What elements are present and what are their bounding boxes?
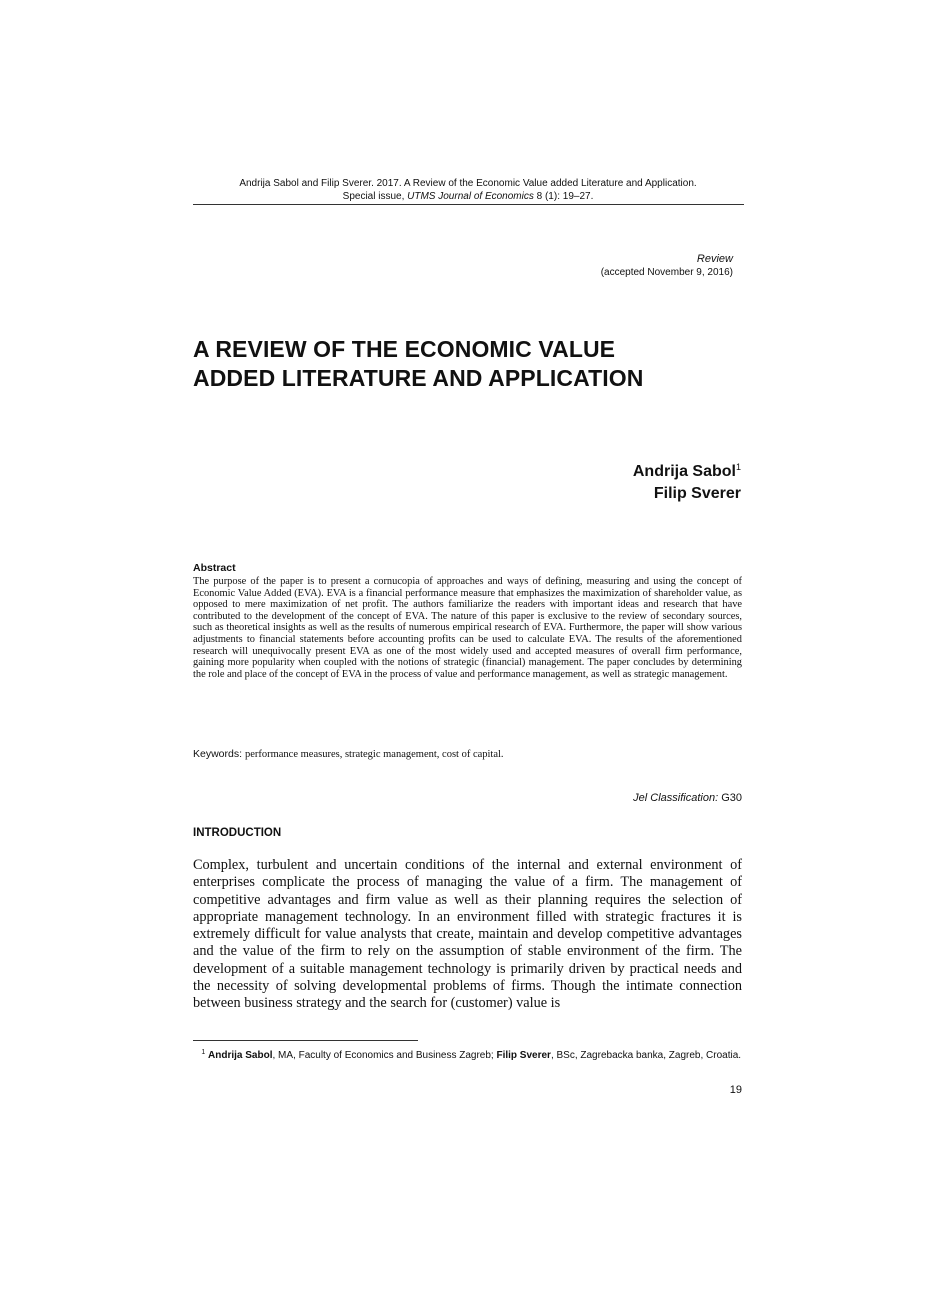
footnote-marker: 1 (201, 1049, 206, 1056)
accepted-date: (accepted November 9, 2016) (600, 267, 733, 278)
page-number: 19 (729, 1084, 742, 1096)
jel-label: Jel Classification: (633, 792, 719, 804)
authors (520, 456, 741, 505)
introduction-heading: INTRODUCTION (193, 827, 282, 839)
footnote-rule (193, 1040, 418, 1041)
footnote (193, 1046, 742, 1062)
keywords-values: performance measures, strategic management, cost of capital. (244, 749, 504, 760)
paper-title (193, 335, 753, 393)
author-1-name: Andrija Sabol (632, 463, 736, 480)
abstract-text: The purpose of the paper is to present a cornucopia of approaches and ways of defining, measuring and using the concept of Economic Value Added (EVA). EVA is a financial performance measure that emphasizes the maximization of shareholder value, as opposed to mere maximization of net profit. The authors familiarize the readers with important ideas and research that have contributed to the development of the concept of EVA. The nature of this paper is exclusive to the review of secondary sources, such as theoretical insights as well as the results of numerous empirical research of EVA. Furthermore, the paper will show various adjustments to financial statements before accounting profits can be used to calculate EVA. The results of the aforementioned research will unequivocally present EVA as one of the most widely used and accepted measures of overall firm performance, gaining more popularity when coupled with the notions of strategic (financial) management. The paper concludes by determining the role and place of the concept of EVA in the process of value and performance management, as well as strategic management. (193, 576, 742, 680)
running-header-issue (193, 190, 743, 203)
header-rule (193, 204, 744, 205)
jel-code: G30 (721, 792, 742, 804)
footnote-author-1-details: , MA, Faculty of Economics and Business Zagreb; (272, 1050, 497, 1061)
title-line-1: A REVIEW OF THE ECONOMIC VALUE (193, 336, 616, 362)
author-1 (520, 456, 741, 483)
running-header (193, 177, 743, 203)
running-header-citation: Andrija Sabol and Filip Sverer. 2017. A Review of the Economic Value added Literature and Application. (239, 178, 697, 189)
footnote-author-1: Andrija Sabol (208, 1050, 273, 1061)
author-2-name: Filip Sverer (653, 485, 741, 502)
author-1-footnote-marker: 1 (735, 462, 741, 472)
article-type-label: Review (696, 253, 733, 265)
footnote-author-2: Filip Sverer (496, 1050, 551, 1061)
jel-classification (520, 792, 742, 804)
introduction-text: Complex, turbulent and uncertain conditions of the internal and external environment of enterprises complicate the process of managing the value of a firm. The management of competitive advantages and firm value as well as their planning requires the selection of appropriate management technology. In an environment filled with strategic fractures it is extremely difficult for value analysts that create, maintain and develop competitive advantages and the value of the firm to rely on the assumption of stable environment of the firm. The development of a suitable management technology is primarily driven by practical needs and the necessity of solving developmental problems of firms. Though the intimate connection between business strategy and the search for (customer) value is (193, 857, 742, 1012)
title-line-2: ADDED LITERATURE AND APPLICATION (193, 365, 644, 391)
abstract-heading: Abstract (193, 562, 236, 574)
journal-name: UTMS Journal of Economics (407, 191, 534, 202)
issue-suffix: 8 (1): 19–27. (533, 191, 594, 202)
issue-prefix: Special issue, (342, 191, 408, 202)
keywords (193, 748, 742, 760)
article-type-block (520, 253, 733, 279)
footnote-author-2-details: , BSc, Zagrebacka banka, Zagreb, Croatia. (550, 1050, 742, 1061)
keywords-label: Keywords: (193, 748, 243, 760)
